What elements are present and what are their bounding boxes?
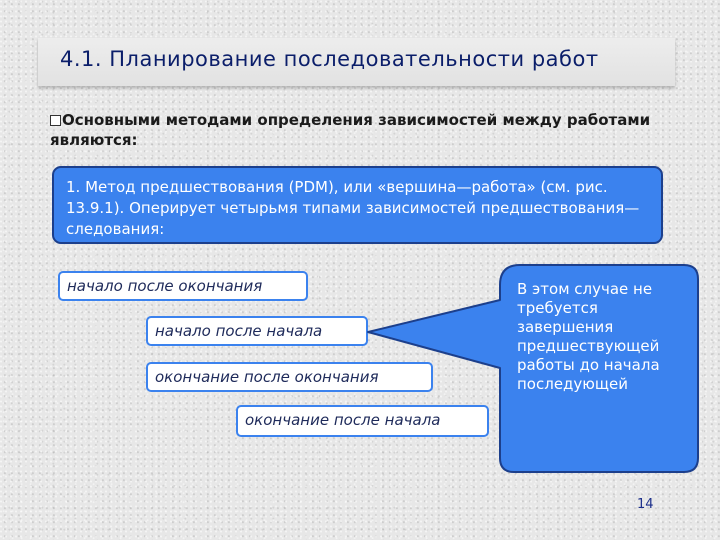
intro-text: Основными методами определения зависимостей между работами являются: (50, 111, 651, 149)
dependency-label: начало после начала (155, 322, 323, 340)
dependency-label: окончание после начала (245, 411, 441, 429)
dependency-label: начало после окончания (67, 277, 263, 295)
slide-title: 4.1. Планирование последовательности работ (60, 47, 599, 71)
method-text: 1. Метод предшествования (PDM), или «вершина—работа» (см. рис. 13.9.1). Оперирует четырьмя типами зависимостей предшествования—следования: (66, 178, 640, 238)
page-number: 14 (637, 497, 654, 512)
dependency-label: окончание после окончания (155, 368, 379, 386)
callout-text: В этом случае не требуется завершения предшествующей работы до начала последующей (517, 280, 660, 393)
